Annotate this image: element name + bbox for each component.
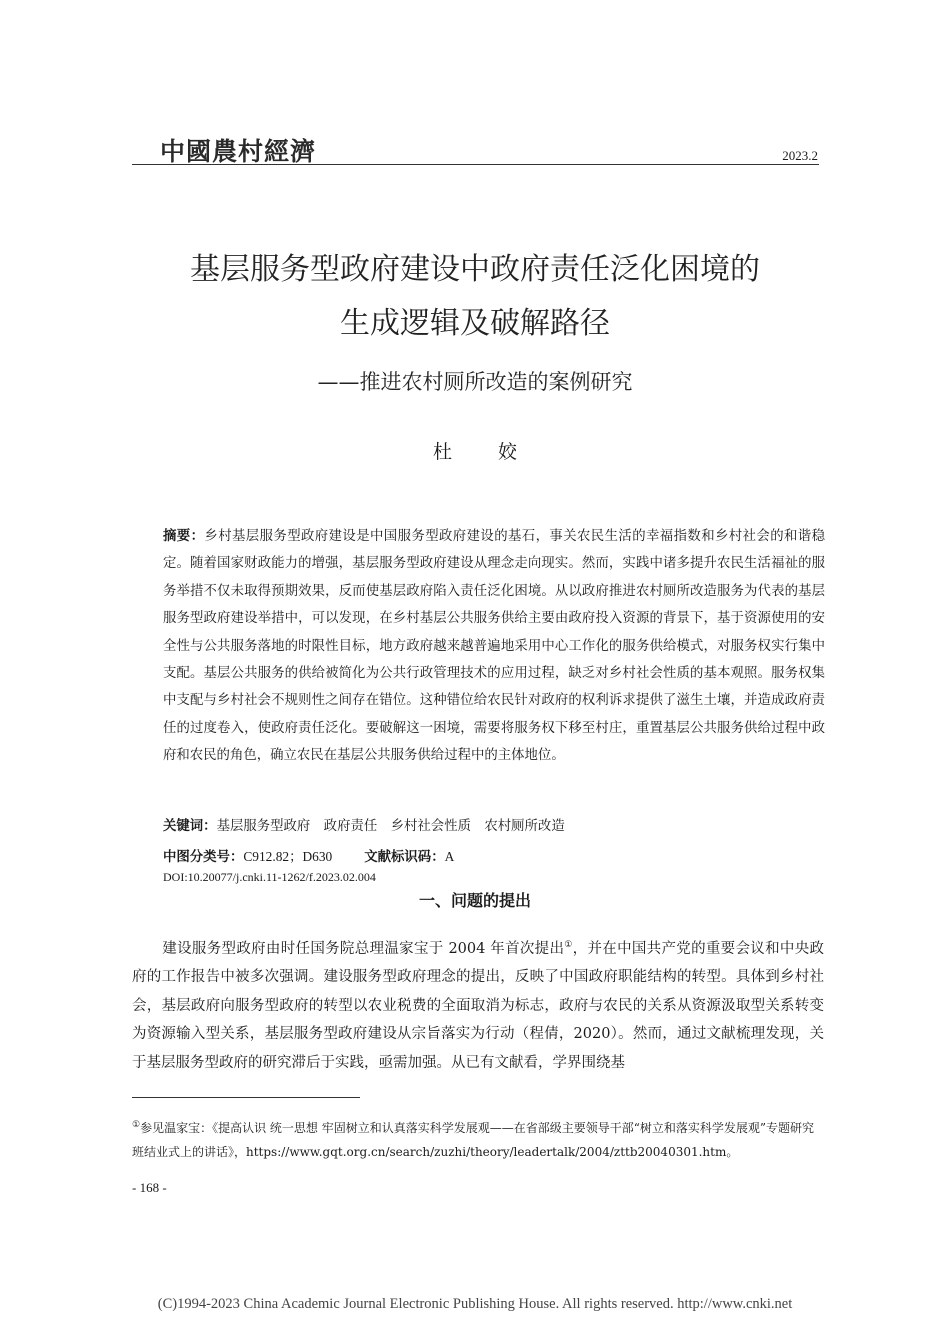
subtitle: ——推进农村厕所改造的案例研究 xyxy=(317,370,633,394)
title-line-1: 基层服务型政府建设中政府责任泛化困境的 xyxy=(190,252,760,287)
footnote-text: 参见温家宝：《提高认识 统一思想 牢固树立和认真落实科学发展观——在省部级主要领导干部“树立和落实科学发展观”专题研究班结业式上的讲话》，https://www.gqt.org.cn/search/zuzhi/theory/leadertalk/2004/zttb20040301.htm。 xyxy=(132,1121,814,1159)
abstract-text: 乡村基层服务型政府建设是中国服务型政府建设的基石，事关农民生活的幸福指数和乡村社会的和谐稳定。随着国家财政能力的增强，基层服务型政府建设从理念走向现实。然而，实践中诸多提升农民生活福祉的服务举措不仅未取得预期效果，反而使基层政府陷入责任泛化困境。从以政府推进农村厕所改造服务为代表的基层服务型政府建设举措中，可以发现，在乡村基层公共服务供给主要由政府投入资源的背景下，基于资源使用的安全性与公共服务落地的时限性目标，地方政府越来越普遍地采用中心工作化的服务供给模式，对服务权实行集中支配。基层公共服务的供给被简化为公共行政管理技术的应用过程，缺乏对乡村社会性质的基本观照。服务权集中支配与乡村社会不规则性之间存在错位。这种错位给农民针对政府的权利诉求提供了滋生土壤，并造成政府责任的过度卷入，使政府责任泛化。要破解这一困境，需要将服务权下移至村庄，重置基层公共服务供给过程中政府和农民的角色，确立农民在基层公共服务供给过程中的主体地位。 xyxy=(163,529,826,764)
copyright-line: (C)1994-2023 China Academic Journal Electronic Publishing House. All rights reserved. http://www.cnki.net xyxy=(157,1296,793,1312)
header-rule xyxy=(132,164,819,165)
body-text-part-2: ，并在中国共产党的重要会议和中央政府的工作报告中被多次强调。建设服务型政府理念的提出，反映了中国政府职能结构的转型。具体到乡村社会，基层政府向服务型政府的转型以农业税费的全面取消为标志，政府与农民的关系从资源汲取型关系转变为资源输入型关系，基层服务型政府建设从宗旨落实为行动（程倩，2020）。然而，通过文献梳理发现，关于基层服务型政府的研究滞后于实践，亟需加强。从已有文献看，学界围绕基 xyxy=(132,940,824,1071)
author: 杜 姣 xyxy=(432,441,538,463)
page-number: - 168 - xyxy=(132,1180,167,1195)
title-line-2: 生成逻辑及破解路径 xyxy=(340,306,610,341)
doc-code-label: 文献标识码： xyxy=(364,850,445,865)
keywords-text: 基层服务型政府 政府责任 乡村社会性质 农村厕所改造 xyxy=(216,819,565,834)
footnote-mark: ① xyxy=(132,1120,141,1130)
clc-label: 中图分类号： xyxy=(163,850,244,865)
section-heading: 一、问题的提出 xyxy=(418,891,531,910)
issue-number: 2023.2 xyxy=(782,148,818,163)
abstract-label: 摘要： xyxy=(163,529,205,544)
doc-code-value: A xyxy=(444,849,455,864)
footnote xyxy=(132,1113,824,1164)
keywords-label: 关键词： xyxy=(163,819,217,834)
keywords xyxy=(163,815,825,834)
footnote-ref[interactable]: ① xyxy=(564,940,573,950)
footnote-rule xyxy=(132,1097,360,1098)
body-text-part-1: 建设服务型政府由时任国务院总理温家宝于 2004 年首次提出 xyxy=(162,940,565,957)
abstract xyxy=(163,523,825,770)
classification-row xyxy=(163,846,825,865)
body-paragraph xyxy=(132,931,824,1077)
doi: DOI:10.20077/j.cnki.11-1262/f.2023.02.004 xyxy=(163,870,376,884)
journal-name: 中國農村經濟 xyxy=(160,137,317,166)
clc-value: C912.82；D630 xyxy=(243,849,333,864)
